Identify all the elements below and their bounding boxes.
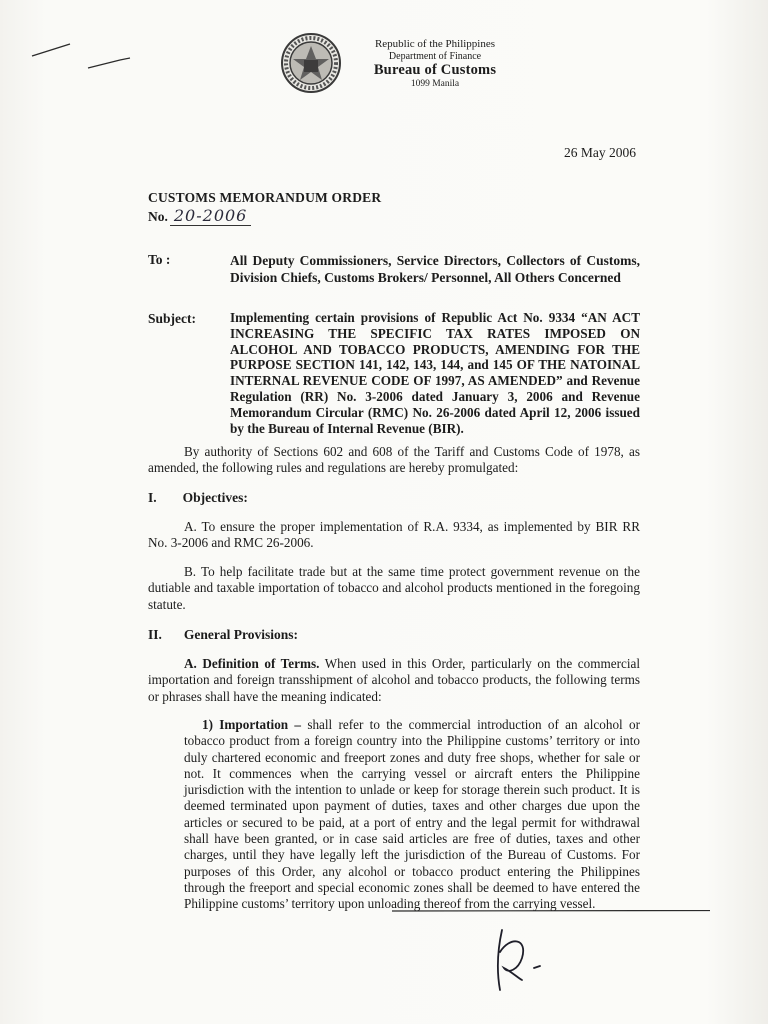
subject-text: Implementing certain provisions of Republic Act No. 9334 “AN ACT INCREASING THE SPECIFIC TAX RATES IMPOSED ON ALCOHOL AND TOBACCO PRODUCTS, AMENDING FOR THE PURPOSE SECTION 141, 142, 143, 144, and 145 OF THE NATOINAL INTERNAL REVENUE CODE OF 1997, AS AMENDED” and Revenue Regulation (RR) No. 3-2006 dated January 3, 2006 and Revenue Memorandum Circular (RMC) No. 26-2006 dated April 12, 2006 issued by the Bureau of Internal Revenue (BIR). — [230, 310, 640, 436]
order-number-label: No. — [148, 209, 168, 224]
section-1-number: I. — [148, 490, 157, 505]
objective-a: A. To ensure the proper implementation of R.A. 9334, as implemented by BIR RR No. 3-2006 and RMC 26-2006. — [148, 519, 640, 551]
definition-of-terms-heading: A. Definition of Terms. — [184, 656, 320, 671]
subject-label: Subject: — [148, 311, 196, 326]
definition-of-terms-text: When used in this Order, particularly on the commercial importation and foreign transshipment of alcohol and tobacco products, the following terms or phrases shall have the meaning indicated: — [148, 656, 641, 704]
section-1-heading — [148, 490, 640, 506]
handwritten-order-number: 20-2006 — [170, 206, 251, 226]
objective-b: B. To help facilitate trade but at the same time protect government revenue on the dutiable and taxable importation of tobacco and alcohol products mentioned in the foregoing statute. — [148, 564, 640, 612]
importation-definition — [184, 717, 640, 913]
department-line: Department of Finance — [388, 50, 482, 62]
bureau-name: Bureau of Customs — [373, 62, 497, 79]
section-2-title: General Provisions: — [183, 627, 299, 642]
importation-text: shall refer to the commercial introduction of an alcohol or tobacco product from a foreign country into the Philippine customs’ territory or into duly chartered economic and freeport zones and duty free shops, whether for sale or not. It commences when the carrying vessel or aircraft enters the Philippine jurisdiction with the intention to unlade or keep for storage therein such product. It is deemed terminated upon payment of duties, taxes and other charges due upon the articles or secured to be paid, at a port of entry and the legal permit for withdrawal shall have been granted, or in case said articles are free of duties, taxes and other charges, until they have legally left the jurisdiction of the Bureau of Customs. For purposes of this Order, any alcohol or tobacco product entering the Philippines through the freeport and special economic zones shall be deemed to have entered the Philippine customs’ territory upon unloading thereof from the carrying vessel. — [184, 717, 640, 912]
order-number — [148, 206, 251, 225]
initials-signature-icon — [488, 922, 568, 994]
addressees: All Deputy Commissioners, Service Directors, Collectors of Customs, Division Chiefs, Customs Brokers/ Personnel, All Others Concerned — [230, 253, 640, 285]
definition-of-terms-paragraph — [148, 656, 640, 705]
section-1-title: Objectives: — [182, 490, 248, 505]
pen-underline-mark — [392, 910, 710, 912]
republic-line: Republic of the Philippines — [374, 38, 496, 50]
section-2-number: II. — [148, 627, 162, 642]
document-date: 26 May 2006 — [564, 145, 636, 160]
order-title: CUSTOMS MEMORANDUM ORDER — [148, 190, 382, 205]
pen-scratch-mark — [30, 40, 140, 80]
importation-term: 1) Importation – — [202, 717, 302, 732]
bureau-seal-icon — [280, 32, 342, 94]
section-2-heading — [148, 627, 640, 643]
agency-header — [360, 38, 510, 90]
address-line: 1099 Manila — [410, 78, 460, 89]
intro-paragraph: By authority of Sections 602 and 608 of the Tariff and Customs Code of 1978, as amended, the following rules and regulations are hereby promulgated: — [148, 444, 640, 476]
to-label: To : — [148, 252, 171, 267]
